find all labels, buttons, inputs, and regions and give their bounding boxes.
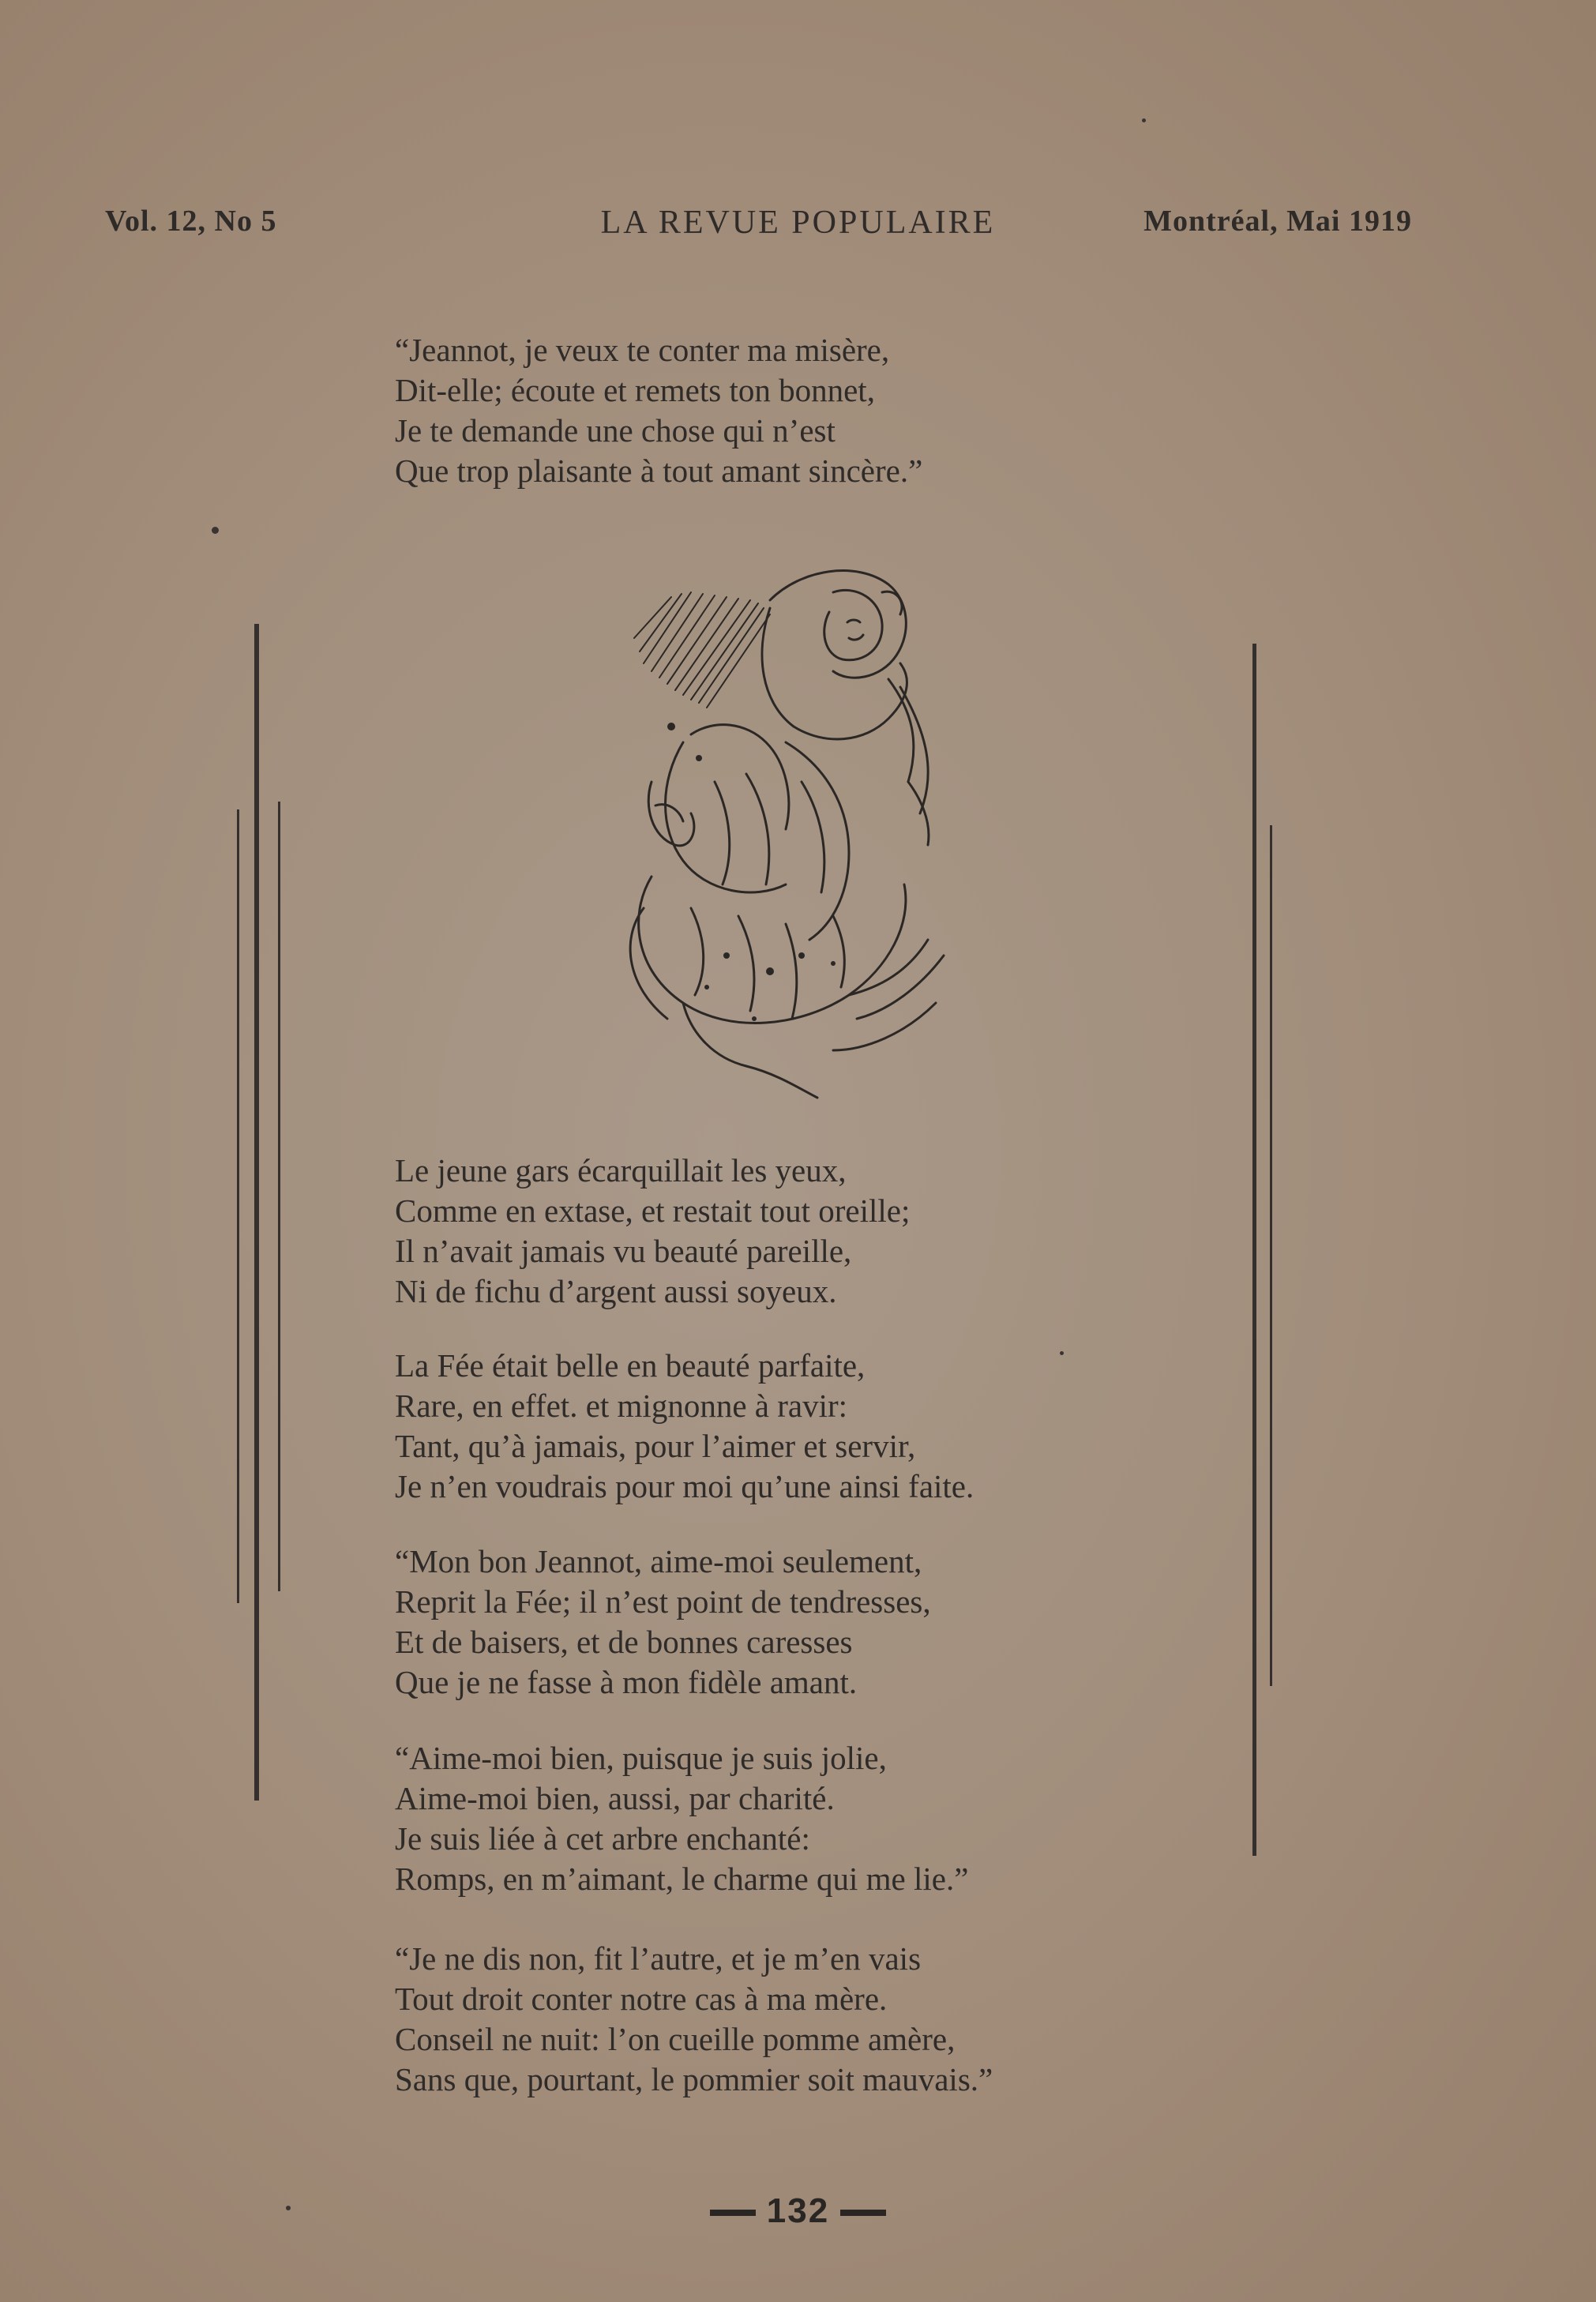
paper-speck — [212, 527, 219, 534]
verse-line: Rare, en effet. et mignonne à ravir: — [395, 1388, 847, 1424]
verse-line: Je n’en voudrais pour moi qu’une ainsi faite. — [395, 1468, 974, 1504]
verse-line: Ni de fichu d’argent aussi soyeux. — [395, 1273, 837, 1309]
paper-speck — [1142, 118, 1146, 122]
verse-line: “Je ne dis non, fit l’autre, et je m’en vais — [395, 1940, 922, 1977]
left-outer-rule — [254, 624, 259, 1801]
verse-line: Dit-elle; écoute et remets ton bonnet, — [395, 372, 875, 408]
page-number-value: 132 — [766, 2191, 830, 2230]
paper-speck — [286, 2206, 291, 2210]
folio-dash-left — [710, 2210, 756, 2216]
woman-illustration — [596, 545, 967, 1106]
stanza-5 — [395, 1738, 1185, 1899]
left-inner-rule — [237, 809, 239, 1603]
stanza-6 — [395, 1939, 1185, 2100]
verse-line: Il n’avait jamais vu beauté pareille, — [395, 1233, 852, 1269]
verse-line: Je suis liée à cet arbre enchanté: — [395, 1820, 810, 1857]
verse-line: Que trop plaisante à tout amant sincère.” — [395, 453, 923, 489]
verse-line: Le jeune gars écarquillait les yeux, — [395, 1152, 847, 1189]
stanza-2 — [395, 1151, 1185, 1312]
issue-date: Montréal, Mai 1919 — [1143, 205, 1412, 238]
right-outer-rule — [1252, 644, 1256, 1856]
verse-line: Reprit la Fée; il n’est point de tendresses, — [395, 1583, 931, 1620]
page-number — [0, 2191, 1596, 2231]
verse-line: La Fée était belle en beauté parfaite, — [395, 1347, 866, 1384]
verse-line: Comme en extase, et restait tout oreille; — [395, 1192, 911, 1229]
verse-line: Que je ne fasse à mon fidèle amant. — [395, 1664, 858, 1700]
verse-line: Conseil ne nuit: l’on cueille pomme amère, — [395, 2021, 956, 2057]
verse-line: “Aime-moi bien, puisque je suis jolie, — [395, 1740, 887, 1776]
left-inner-rule-2 — [278, 802, 280, 1591]
verse-line: Aime-moi bien, aussi, par charité. — [395, 1780, 835, 1816]
right-inner-rule — [1270, 825, 1272, 1686]
verse-line: Sans que, pourtant, le pommier soit mauvais.” — [395, 2061, 993, 2097]
verse-line: “Mon bon Jeannot, aime-moi seulement, — [395, 1543, 922, 1579]
verse-line: Et de baisers, et de bonnes caresses — [395, 1624, 853, 1660]
stanza-4 — [395, 1542, 1185, 1703]
verse-line: Tant, qu’à jamais, pour l’aimer et servir, — [395, 1428, 916, 1464]
journal-title: LA REVUE POPULAIRE — [600, 205, 996, 241]
paper-speck — [1060, 1351, 1064, 1355]
verse-line: Tout droit conter notre cas à ma mère. — [395, 1981, 888, 2017]
stanza-1 — [395, 330, 1185, 491]
volume-number: Vol. 12, No 5 — [105, 205, 277, 238]
verse-line: Romps, en m’aimant, le charme qui me lie.” — [395, 1861, 969, 1897]
folio-dash-right — [840, 2210, 886, 2216]
stanza-3 — [395, 1346, 1185, 1507]
verse-line: “Jeannot, je veux te conter ma misère, — [395, 332, 890, 368]
verse-line: Je te demande une chose qui n’est — [395, 412, 836, 449]
